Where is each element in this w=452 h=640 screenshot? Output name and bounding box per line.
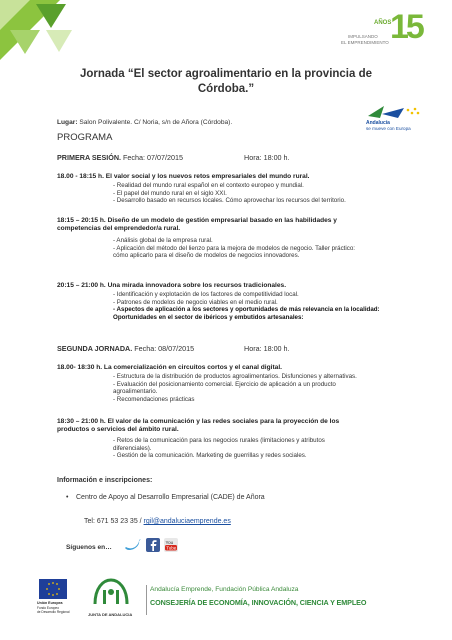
block2-title-line1: Diseño de un modelo de gestión empresarial basado en las habilidades y	[105, 217, 337, 224]
list-item: - Retos de la comunicación para los negocios rurales (limitaciones y atributos	[113, 437, 325, 444]
session1-label: PRIMERA SESIÓN.	[57, 153, 122, 162]
session2-label: SEGUNDA JORNADA.	[57, 344, 133, 353]
list-item: cómo aplicarlo para el diseño de modelos de negocios innovadores.	[113, 252, 300, 260]
block1-bullets	[113, 182, 418, 205]
list-item: - Evaluación del posicionamiento comercial. Ejercicio de aplicación a un producto	[113, 380, 336, 388]
title-line2: Córdoba.”	[197, 83, 255, 95]
contact-email-link[interactable]: rgil@andaluciaemprende.es	[143, 518, 231, 525]
place-line	[57, 119, 232, 127]
badge-number: 15	[390, 8, 422, 46]
europa-logo-line1: Andalucía	[366, 120, 390, 126]
list-item: - Recomendaciones prácticas	[113, 395, 195, 403]
block4-title: La comercialización en circuitos cortos y el canal digital.	[102, 364, 283, 371]
badge-line1: IMPULSANDO	[348, 34, 378, 39]
eu-flag-icon	[39, 579, 67, 599]
place-text: Salon Polivalente. C/ Noria, s/n de Añora (Córdoba).	[77, 119, 233, 126]
list-item: - Identificación y explotación de los factores de competitividad local.	[113, 291, 299, 298]
block3-bullets	[113, 291, 418, 321]
block4-bullets	[113, 373, 418, 403]
list-item-highlight-cont: Oportunidades en el sector de ibéricos y embutidos artesanales:	[113, 313, 304, 321]
facebook-icon[interactable]	[146, 538, 160, 552]
session2-date: Fecha: 08/07/2015	[132, 344, 195, 353]
block1-time: 18.00 - 18:15 h.	[57, 173, 104, 180]
block4-time: 18.00- 18:30 h.	[57, 364, 103, 371]
junta-logo	[88, 576, 134, 626]
block5-bullets	[113, 437, 418, 460]
list-item: - Realidad del mundo rural español en el contexto europeo y mundial.	[113, 182, 304, 189]
block4-heading	[57, 364, 282, 372]
footer-consejeria: CONSEJERÍA DE ECONOMÍA, INNOVACIÓN, CIENCIA Y EMPLEO	[150, 598, 367, 607]
footer-divider	[146, 585, 147, 615]
europa-logo-line2: se mueve con Europa	[366, 126, 411, 131]
eu-line2: Fondo Europeo	[37, 606, 59, 610]
block1-title: El valor social y los nuevos retos empresariales del mundo rural.	[103, 173, 310, 180]
session1-date: Fecha: 07/07/2015	[121, 153, 183, 162]
session1-line	[57, 153, 183, 162]
badge-years: AÑOS	[374, 20, 392, 26]
twitter-icon[interactable]	[124, 538, 142, 552]
youtube-icon[interactable]	[164, 538, 178, 552]
junta-emblem-icon	[91, 576, 131, 608]
list-item-highlight: - Aspectos de aplicación a los sectores y oportunidades de más relevancia en la localidad:	[113, 306, 380, 314]
block3-title: Una mirada innovadora sobre los recursos tradicionales.	[105, 282, 287, 289]
list-item: - Gestión de la comunicación. Marketing de guerrillas y redes sociales.	[113, 452, 307, 460]
anniversary-badge	[338, 8, 428, 56]
block1-heading	[57, 173, 310, 181]
session2-time: Hora: 18:00 h.	[244, 344, 290, 353]
badge-line2: EL EMPRENDIMIENTO	[341, 40, 389, 45]
block5-title-line2: productos o servicios del ámbito rural.	[57, 426, 179, 434]
block2-title-line2: competencias del emprendedor/a rural.	[57, 225, 181, 233]
session2-line	[57, 344, 194, 353]
place-label: Lugar:	[57, 119, 78, 126]
social-label: Síguenos en…	[66, 544, 112, 551]
block2-heading	[57, 217, 427, 234]
list-item: - El papel del mundo rural en el siglo XXI.	[113, 189, 227, 197]
contact-tel: Tel: 671 53 23 35 /	[84, 518, 144, 525]
info-bullet: Centro de Apoyo al Desarrollo Empresarial (CADE) de Añora	[76, 494, 265, 501]
eu-line3: de Desarrollo Regional	[37, 610, 70, 614]
list-item: diferenciales).	[113, 444, 152, 452]
list-item: - Análisis global de la empresa rural.	[113, 237, 213, 244]
decorative-triangles	[0, 0, 80, 62]
svg-text:You: You	[165, 540, 174, 545]
info-heading: Información e inscripciones:	[57, 477, 153, 484]
info-bullet-row: • Centro de Apoyo al Desarrollo Empresarial (CADE) de Añora	[66, 494, 265, 501]
svg-text:Tube: Tube	[166, 545, 177, 551]
block5-time: 18:30 – 21:00 h.	[57, 418, 106, 425]
footer-foundation: Andalucía Emprende, Fundación Pública Andaluza	[150, 586, 299, 593]
list-item: agroalimentario.	[113, 388, 158, 396]
list-item: - Estructura de la distribución de productos agroalimentarios. Disfunciones y alternativas.	[113, 373, 357, 380]
junta-label: JUNTA DE ANDALUCIA	[88, 612, 133, 617]
programa-heading: PROGRAMA	[57, 132, 113, 143]
block2-time: 18:15 – 20:15 h.	[57, 217, 106, 224]
title-line1: Jornada “El sector agroalimentario en la provincia de	[79, 68, 373, 80]
andalucia-europa-logo	[364, 104, 422, 136]
block3-heading	[57, 282, 286, 290]
list-item: - Aplicación del método del lienzo para la mejora de modelos de negocio. Taller práctico:	[113, 244, 356, 252]
block5-title-line1: El valor de la comunicación y las redes sociales para la proyección de los	[105, 418, 340, 425]
session1-time: Hora: 18:00 h.	[244, 153, 290, 162]
list-item: - Patrones de modelos de negocio viables en el medio rural.	[113, 298, 278, 306]
eu-line1: Unión Europea	[37, 601, 63, 605]
block2-bullets	[113, 237, 418, 260]
block3-time: 20:15 – 21:00 h.	[57, 282, 106, 289]
contact-line	[84, 518, 231, 525]
block5-heading	[57, 418, 427, 435]
list-item: - Desarrollo basado en recursos locales. Cómo aprovechar los recursos del territorio.	[113, 197, 346, 205]
document-title	[40, 67, 412, 97]
eu-logo	[37, 579, 69, 619]
